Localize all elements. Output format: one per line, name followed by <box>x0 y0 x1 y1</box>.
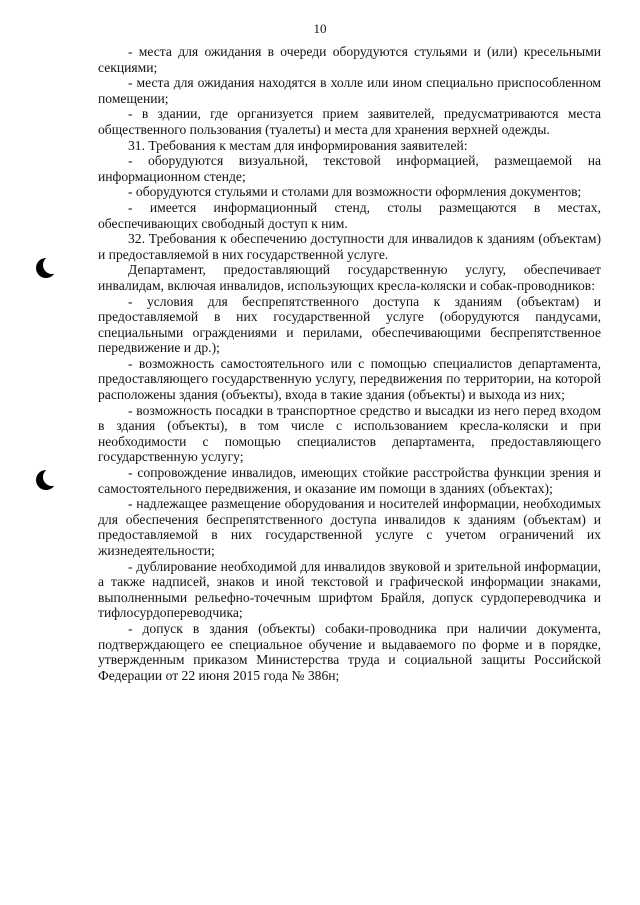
paragraph: 32. Требования к обеспечению доступности для инвалидов к зданиям (объектам) и предоставляемой в них государственной услуге. <box>98 231 601 262</box>
paragraph: 31. Требования к местам для информирования заявителей: <box>128 137 468 153</box>
paragraph: - в здании, где организуется прием заявителей, предусматриваются места общественного пользования (туалеты) и места для хранения верхней одежды. <box>98 106 601 137</box>
paragraph: - условия для беспрепятственного доступа к зданиям (объектам) и предоставляемой в них государственной услуге (оборудуются пандусами, специальными ограждениями и перилами, обеспечивающими беспрепятственное передвижение и др.); <box>98 293 601 356</box>
paragraph: - допуск в здания (объекты) собаки-проводника при наличии документа, подтверждающего ее специальное обучение и выдаваемого по форме и в порядке, утвержденным приказом Министерства труда и социальной защиты Российской Федерации от 22 июня 2015 года № 386н; <box>98 620 601 683</box>
paragraph: - возможность посадки в транспортное средство и высадки из него перед входом в здания (объекты), в том числе с использованием кресла-коляски и при необходимости с помощью специалистов департамента, предоставляющего государственную услугу; <box>98 402 601 465</box>
paragraph: - дублирование необходимой для инвалидов звуковой и зрительной информации, а также надписей, знаков и иной текстовой и графической информации знаками, выполненными рельефно-точечным шрифтом Брайля, допуск сурдопереводчика и тифлосурдопереводчика; <box>98 558 601 621</box>
paragraph: - надлежащее размещение оборудования и носителей информации, необходимых для обеспечения беспрепятственного доступа инвалидов к зданиям (объектам) и предоставляемой в них государственной услуге с учетом ограничений их жизнедеятельности; <box>98 496 601 558</box>
paragraph: - оборудуются визуальной, текстовой информацией, размещаемой на информационном стенде; <box>98 153 601 184</box>
paragraph: - возможность самостоятельного или с помощью специалистов департамента, предоставляющего государственную услугу, передвижения по территории, на которой расположены здания (объекты), входа в такие здания (объекты) и выхода из них; <box>98 355 601 403</box>
punch-hole-mark-bottom <box>36 470 56 490</box>
paragraph: - имеется информационный стенд, столы размещаются в местах, обеспечивающих свободный доступ к ним. <box>98 199 601 231</box>
paragraph: - сопровождение инвалидов, имеющих стойкие расстройства функции зрения и самостоятельного передвижения, и оказание им помощи в зданиях (объектах); <box>98 465 601 496</box>
page-number: 10 <box>313 21 327 36</box>
paragraph: Департамент, предоставляющий государственную услугу, обеспечивает инвалидам, включая инвалидов, использующих кресла-коляски и собак-проводников: <box>98 262 601 293</box>
punch-hole-mark-top <box>36 258 56 278</box>
paragraph: - оборудуются стульями и столами для возможности оформления документов; <box>128 184 582 200</box>
paragraph: - места для ожидания в очереди оборудуются стульями и (или) кресельными секциями; <box>98 44 601 75</box>
paragraph: - места для ожидания находятся в холле или ином специально приспособленном помещении; <box>98 75 601 106</box>
document-body <box>98 44 601 683</box>
